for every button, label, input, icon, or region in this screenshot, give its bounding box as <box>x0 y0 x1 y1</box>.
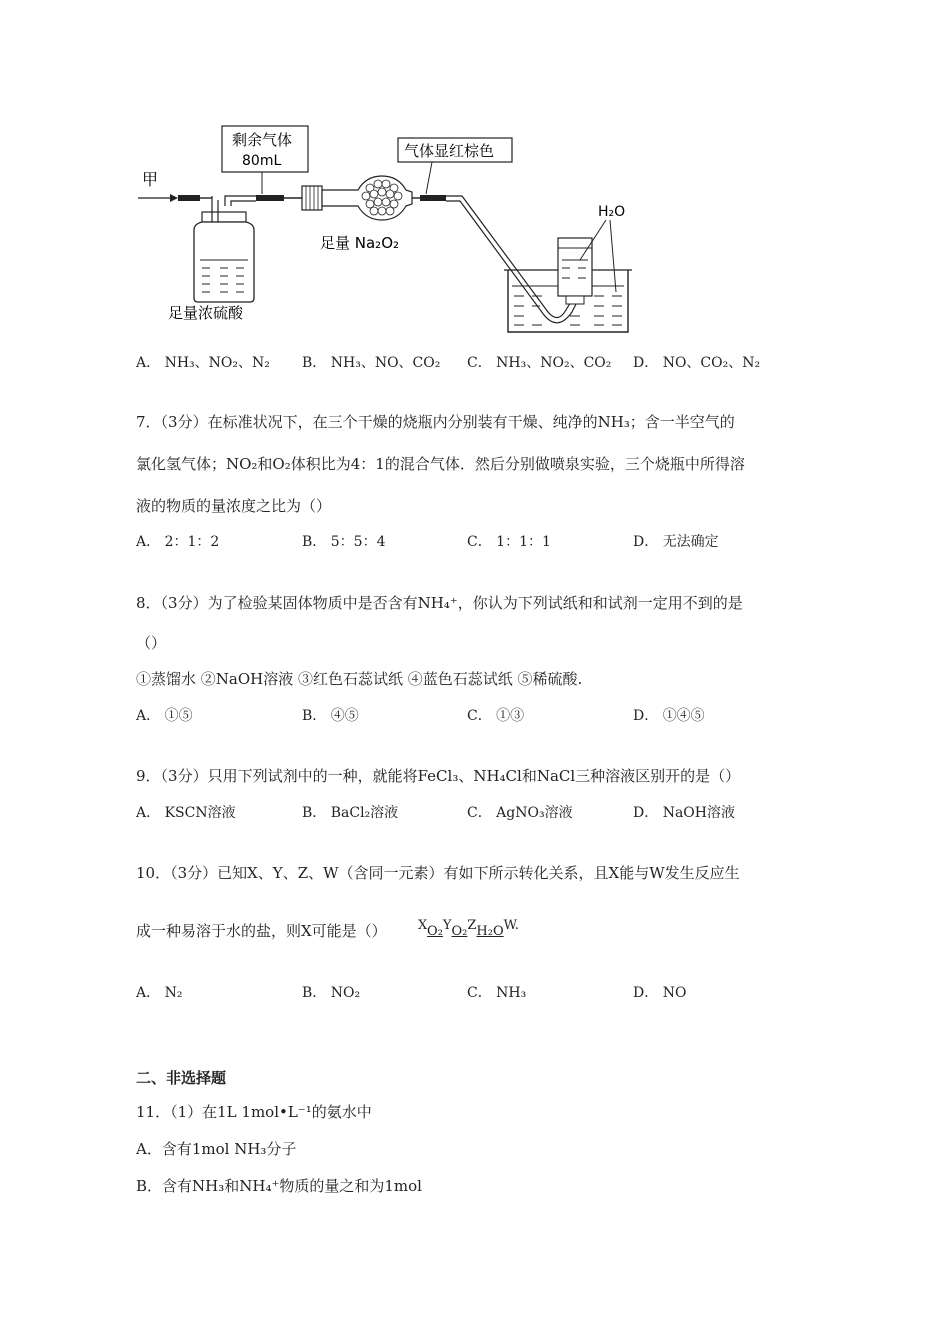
q8-line2: （） <box>136 634 167 652</box>
q9-option-c[interactable]: C． AgNO₃溶液 <box>467 805 573 821</box>
q6-option-b[interactable]: B． NH₃、NO、CO₂ <box>302 355 441 371</box>
q9-line1: 9．（3分）只用下列试剂中的一种，就能将FeCl₃、NH₄Cl和NaCl三种溶液区别开的是（） <box>136 767 741 785</box>
chain-h2o: H₂O <box>476 924 504 939</box>
acid-bottle <box>194 222 254 302</box>
q9-option-b[interactable]: B． BaCl₂溶液 <box>302 805 399 821</box>
q8-option-a[interactable]: A． ①⑤ <box>136 708 193 724</box>
q10-line1: 10．（3分）已知X、Y、Z、W（含同一元素）有如下所示转化关系，且X能与W发生反应生 <box>136 864 740 882</box>
q10-option-c[interactable]: C． NH₃ <box>467 985 527 1001</box>
label-gas-color: 气体显红棕色 <box>404 142 495 160</box>
q10-conversion-chain <box>418 918 519 939</box>
apparatus-diagram <box>130 120 650 340</box>
label-remaining-line2: 80mL <box>242 153 282 169</box>
q11-option-a: A．含有1mol NH₃分子 <box>136 1140 297 1158</box>
inlet-arrowhead <box>170 194 178 202</box>
q7-line1: 7．（3分）在标准状况下，在三个干燥的烧瓶内分别装有干燥、纯净的NH₃；含一半空气的 <box>136 413 735 431</box>
collecting-bottle <box>558 238 592 296</box>
chain-x: X <box>418 918 428 933</box>
q9-option-d[interactable]: D． NaOH溶液 <box>633 805 735 821</box>
q6-option-a[interactable]: A． NH₃、NO₂、N₂ <box>136 355 270 371</box>
q7-line2: 氯化氢气体；NO₂和O₂体积比为4：1的混合气体．然后分别做喷泉实验，三个烧瓶中所得溶 <box>136 455 745 473</box>
section-heading: 二、非选择题 <box>136 1069 227 1087</box>
chain-w: W. <box>503 918 519 933</box>
q9-option-a[interactable]: A． KSCN溶液 <box>136 805 236 821</box>
bottle-stopper <box>202 212 246 222</box>
label-jia: 甲 <box>142 170 159 189</box>
q11-option-b: B．含有NH₃和NH₄⁺物质的量之和为1mol <box>136 1177 422 1195</box>
q8-line3: ①蒸馏水 ②NaOH溶液 ③红色石蕊试纸 ④蓝色石蕊试纸 ⑤稀硫酸. <box>136 670 583 688</box>
q7-option-c[interactable]: C． 1：1：1 <box>467 534 551 550</box>
chain-z: Z <box>467 918 477 933</box>
apparatus-figure <box>130 120 650 340</box>
q7-option-a[interactable]: A． 2：1：2 <box>136 534 220 550</box>
connector-3 <box>420 195 446 201</box>
q8-option-d[interactable]: D． ①④⑤ <box>633 708 705 724</box>
label-na2o2: 足量 Na₂O₂ <box>320 234 400 252</box>
q11-line1: 11．（1）在1L 1mol•L⁻¹的氨水中 <box>136 1103 372 1121</box>
q8-option-c[interactable]: C． ①③ <box>467 708 525 724</box>
q7-option-d[interactable]: D． 无法确定 <box>633 534 719 550</box>
delivery-tube <box>446 196 572 318</box>
connector-1 <box>178 195 200 201</box>
label-acid: 足量浓硫酸 <box>168 304 244 322</box>
q10-option-a[interactable]: A． N₂ <box>136 985 183 1001</box>
q6-option-c[interactable]: C． NH₃、NO₂、CO₂ <box>467 355 612 371</box>
q7-option-b[interactable]: B． 5：5：4 <box>302 534 386 550</box>
q6-option-d[interactable]: D． NO、CO₂、N₂ <box>633 355 761 371</box>
q8-option-b[interactable]: B． ④⑤ <box>302 708 359 724</box>
connector-2 <box>256 195 284 201</box>
chain-y: Y <box>442 918 452 933</box>
bottle-support <box>566 296 584 304</box>
chain-o2-a: O₂ <box>427 924 443 939</box>
label-remaining-line1: 剩余气体 <box>232 131 293 149</box>
q10-line2: 成一种易溶于水的盐，则X可能是（） <box>136 922 387 940</box>
drying-tube-cap <box>302 186 322 210</box>
chain-o2-b: O₂ <box>451 924 468 939</box>
q10-option-b[interactable]: B． NO₂ <box>302 985 361 1001</box>
q8-line1: 8．（3分）为了检验某固体物质中是否含有NH₄⁺，你认为下列试纸和和试剂一定用不到的是 <box>136 594 743 612</box>
q10-option-d[interactable]: D． NO <box>633 985 687 1001</box>
q7-line3: 液的物质的量浓度之比为（） <box>136 497 332 515</box>
label-h2o: H₂O <box>598 204 626 220</box>
